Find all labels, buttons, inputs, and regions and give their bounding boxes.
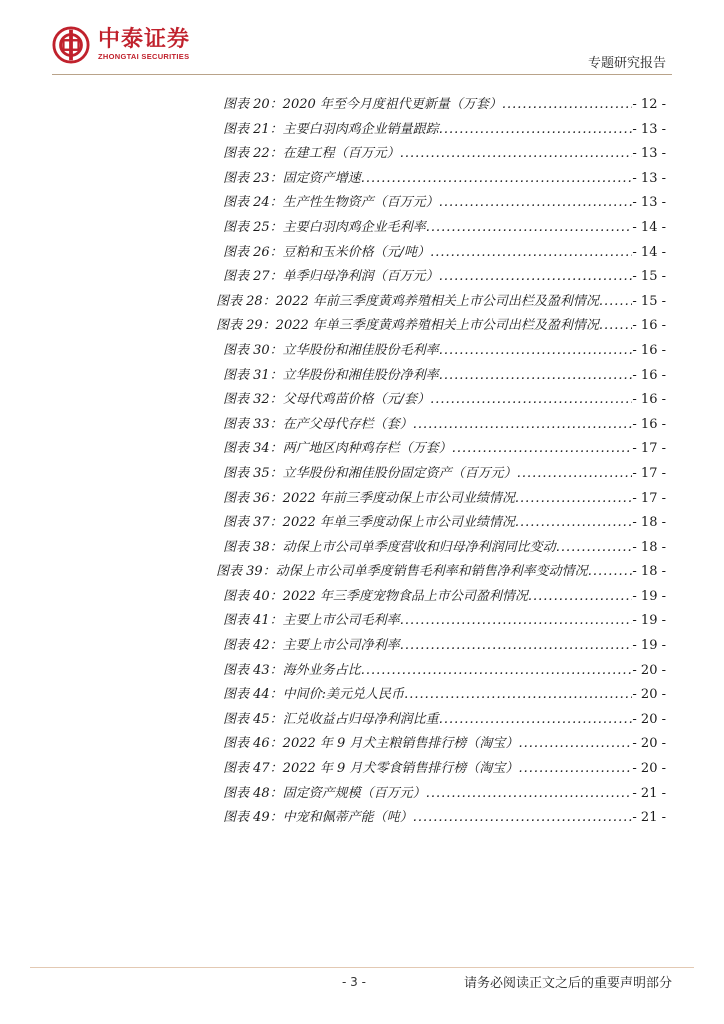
toc-entry-title: 图表 49：中宠和佩蒂产能（吨） <box>223 810 413 826</box>
toc-dot-leader <box>452 437 633 462</box>
toc-dot-leader <box>556 536 633 561</box>
toc-entry-title: 图表 38：动保上市公司单季度营收和归母净利润同比变动 <box>223 539 556 555</box>
header-divider <box>52 74 672 75</box>
toc-entry-page: - 18 - <box>632 564 666 580</box>
toc-entry[interactable] <box>0 782 724 807</box>
toc-entry-title: 图表 33：在产父母代存栏（套） <box>223 416 413 432</box>
toc-entry[interactable] <box>0 708 724 733</box>
toc-dot-leader <box>515 511 633 536</box>
toc-entry-title: 图表 22：在建工程（百万元） <box>223 146 400 162</box>
toc-entry-page: - 16 - <box>632 416 666 432</box>
page-number: - 3 - <box>342 975 366 989</box>
toc-entry-title: 图表 28：2022 年前三季度黄鸡养殖相关上市公司出栏及盈利情况 <box>216 293 599 309</box>
toc-dot-leader <box>430 241 632 266</box>
toc-entry-title: 图表 20：2020 年至今月度祖代更新量（万套） <box>223 97 502 112</box>
toc-entry-page: - 16 - <box>632 342 666 358</box>
toc-entry-page: - 16 - <box>632 318 666 334</box>
toc-dot-leader <box>361 167 633 192</box>
toc-entry[interactable] <box>0 683 724 708</box>
toc-entry[interactable] <box>0 93 724 118</box>
toc-entry-page: - 17 - <box>632 465 666 481</box>
toc-entry[interactable] <box>0 388 724 413</box>
zhongtai-logo-icon <box>52 26 90 64</box>
toc-entry-page: - 19 - <box>632 613 666 629</box>
toc-entry-title: 图表 30：立华股份和湘佳股份毛利率 <box>223 342 439 358</box>
toc-entry[interactable] <box>0 314 724 339</box>
toc-entry-page: - 20 - <box>632 662 666 678</box>
toc-dot-leader <box>361 659 633 684</box>
toc-dot-leader <box>430 388 632 413</box>
toc-entry-page: - 19 - <box>632 588 666 604</box>
toc-entry[interactable] <box>0 634 724 659</box>
toc-dot-leader <box>588 560 633 585</box>
toc-entry-title: 图表 46：2022 年 9 月犬主粮销售排行榜（淘宝） <box>223 736 519 752</box>
toc-entry-title: 图表 27：单季归母净利润（百万元） <box>223 269 439 285</box>
toc-entry-title: 图表 40：2022 年三季度宠物食品上市公司盈利情况 <box>223 588 528 604</box>
toc-entry[interactable] <box>0 659 724 684</box>
toc-entry-page: - 13 - <box>632 195 666 211</box>
toc-entry-title: 图表 25：主要白羽肉鸡企业毛利率 <box>223 219 426 235</box>
toc-entry[interactable] <box>0 437 724 462</box>
toc-dot-leader <box>404 683 632 708</box>
toc-entry-page: - 16 - <box>632 392 666 408</box>
toc-dot-leader <box>502 93 633 118</box>
toc-entry-page: - 13 - <box>632 170 666 186</box>
toc-entry[interactable] <box>0 560 724 585</box>
logo-chinese-name: 中泰证券 <box>98 27 191 52</box>
toc-entry-title: 图表 35：立华股份和湘佳股份固定资产（百万元） <box>223 465 517 481</box>
toc-entry-title: 图表 45：汇兑收益占归母净利润比重 <box>223 711 439 727</box>
toc-dot-leader <box>517 462 633 487</box>
toc-entry[interactable] <box>0 585 724 610</box>
toc-entry-title: 图表 43：海外业务占比 <box>223 662 361 678</box>
toc-entry[interactable] <box>0 191 724 216</box>
toc-entry[interactable] <box>0 290 724 315</box>
toc-entry-title: 图表 48：固定资产规模（百万元） <box>223 785 426 801</box>
toc-entry[interactable] <box>0 364 724 389</box>
toc-entry-page: - 20 - <box>632 687 666 703</box>
toc-entry-title: 图表 32：父母代鸡苗价格（元/套） <box>223 392 431 408</box>
toc-entry-page: - 13 - <box>632 121 666 137</box>
toc-entry[interactable] <box>0 487 724 512</box>
toc-entry[interactable] <box>0 167 724 192</box>
toc-entry-page: - 17 - <box>632 490 666 506</box>
toc-entry-title: 图表 36：2022 年前三季度动保上市公司业绩情况 <box>223 490 515 506</box>
toc-entry[interactable] <box>0 142 724 167</box>
toc-dot-leader <box>518 732 632 757</box>
toc-entry-page: - 15 - <box>632 269 666 285</box>
toc-entry[interactable] <box>0 806 724 831</box>
table-of-figures <box>0 93 724 831</box>
toc-entry-title: 图表 39：动保上市公司单季度销售毛利率和销售净利率变动情况 <box>216 564 588 580</box>
toc-entry-page: - 21 - <box>632 785 666 801</box>
toc-entry[interactable] <box>0 413 724 438</box>
toc-entry[interactable] <box>0 732 724 757</box>
toc-entry-page: - 12 - <box>632 97 666 112</box>
toc-entry-title: 图表 26：豆粕和玉米价格（元/吨） <box>223 244 431 260</box>
company-logo <box>52 26 190 64</box>
toc-entry-title: 图表 37：2022 年单三季度动保上市公司业绩情况 <box>223 515 515 531</box>
toc-entry-page: - 13 - <box>632 146 666 162</box>
page-header <box>0 0 724 80</box>
toc-entry-title: 图表 41：主要上市公司毛利率 <box>223 613 400 629</box>
toc-entry-page: - 18 - <box>632 539 666 555</box>
toc-entry[interactable] <box>0 241 724 266</box>
toc-entry-title: 图表 23：固定资产增速 <box>223 170 361 186</box>
toc-dot-leader <box>439 265 633 290</box>
toc-entry-page: - 21 - <box>632 810 666 826</box>
toc-entry-page: - 14 - <box>632 244 666 260</box>
toc-dot-leader <box>426 782 633 807</box>
toc-dot-leader <box>400 634 633 659</box>
toc-dot-leader <box>413 806 633 831</box>
toc-dot-leader <box>599 314 633 339</box>
toc-entry-page: - 14 - <box>632 219 666 235</box>
toc-dot-leader <box>439 708 633 733</box>
toc-entry-page: - 16 - <box>632 367 666 383</box>
toc-entry[interactable] <box>0 118 724 143</box>
toc-entry-title: 图表 47：2022 年 9 月犬零食销售排行榜（淘宝） <box>223 761 519 777</box>
toc-dot-leader <box>413 413 633 438</box>
toc-entry-page: - 18 - <box>632 515 666 531</box>
footer-divider <box>30 967 694 968</box>
toc-entry-title: 图表 24：生产性生物资产（百万元） <box>223 195 439 211</box>
toc-dot-leader <box>439 118 633 143</box>
toc-entry-page: - 15 - <box>632 293 666 309</box>
toc-entry-page: - 17 - <box>632 441 666 457</box>
toc-entry[interactable] <box>0 339 724 364</box>
toc-entry-title: 图表 29：2022 年单三季度黄鸡养殖相关上市公司出栏及盈利情况 <box>216 318 599 334</box>
toc-entry[interactable] <box>0 265 724 290</box>
toc-entry-title: 图表 44：中间价:美元兑人民币 <box>223 687 405 703</box>
toc-dot-leader <box>518 757 632 782</box>
toc-dot-leader <box>439 364 633 389</box>
toc-entry-title: 图表 21：主要白羽肉鸡企业销量跟踪 <box>223 121 439 137</box>
toc-entry[interactable] <box>0 609 724 634</box>
toc-entry-title: 图表 31：立华股份和湘佳股份净利率 <box>223 367 439 383</box>
report-type-label: 专题研究报告 <box>587 56 666 71</box>
toc-entry[interactable] <box>0 757 724 782</box>
toc-entry-page: - 20 - <box>632 736 666 752</box>
toc-entry-page: - 20 - <box>632 711 666 727</box>
toc-dot-leader <box>515 487 633 512</box>
toc-dot-leader <box>439 339 633 364</box>
toc-dot-leader <box>599 290 633 315</box>
toc-dot-leader <box>439 191 633 216</box>
toc-entry[interactable] <box>0 511 724 536</box>
toc-entry[interactable] <box>0 462 724 487</box>
toc-dot-leader <box>528 585 633 610</box>
toc-dot-leader <box>426 216 633 241</box>
toc-entry-title: 图表 34：两广地区肉种鸡存栏（万套） <box>223 441 452 457</box>
toc-entry[interactable] <box>0 216 724 241</box>
toc-dot-leader <box>400 609 633 634</box>
toc-entry-title: 图表 42：主要上市公司净利率 <box>223 638 400 654</box>
toc-entry-page: - 20 - <box>632 761 666 777</box>
toc-entry-page: - 19 - <box>632 638 666 654</box>
logo-english-name: ZHONGTAI SECURITIES <box>98 52 190 61</box>
toc-entry[interactable] <box>0 536 724 561</box>
toc-dot-leader <box>400 142 633 167</box>
footer-disclaimer: 请务必阅读正文之后的重要声明部分 <box>463 976 672 991</box>
